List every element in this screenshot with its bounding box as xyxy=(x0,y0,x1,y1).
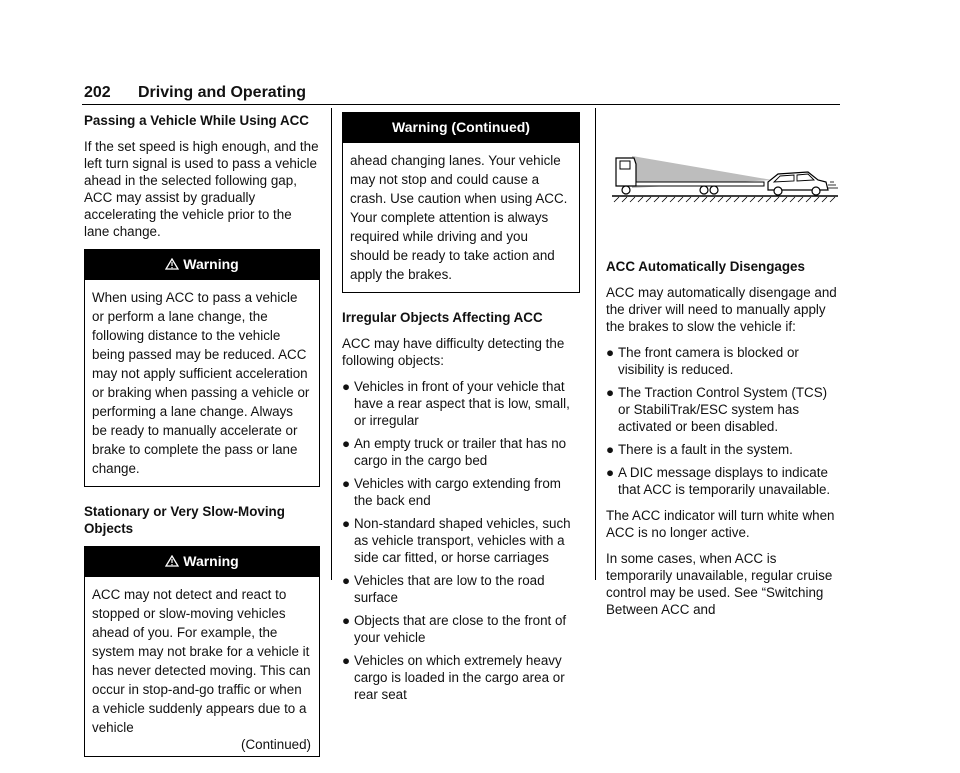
page-header xyxy=(82,80,840,105)
vehicle-transport-illustration xyxy=(612,152,838,204)
section-title: Driving and Operating xyxy=(138,84,307,101)
continued-label: (Continued) xyxy=(241,737,311,752)
warning-title-bar: Warning (Continued) xyxy=(343,113,579,143)
bullet-dot-icon: ● xyxy=(606,345,615,360)
bullet-dot-icon: ● xyxy=(342,436,351,451)
warning-box-stationary xyxy=(84,546,320,757)
warning-text: ahead changing lanes. Your vehicle may not stop and could cause a crash. Use caution when using ACC. Your complete attention is always required while driving and you should be ready to take action and apply the brakes. xyxy=(350,153,568,282)
warning-title: Warning xyxy=(183,256,239,272)
warning-title-bar xyxy=(85,547,319,577)
bullet-dot-icon: ● xyxy=(342,653,351,668)
irregular-objects-list xyxy=(342,378,580,703)
paragraph-irregular-intro: ACC may have difficulty detecting the following objects: xyxy=(342,336,565,368)
warning-triangle-icon xyxy=(165,258,179,270)
paragraph-cruise: In some cases, when ACC is temporarily unavailable, regular cruise control may be used. See “Switching Between ACC and xyxy=(606,551,833,617)
bullet-dot-icon: ● xyxy=(342,613,351,628)
column-right xyxy=(606,258,842,627)
paragraph-disengages-intro: ACC may automatically disengage and the driver will need to manually apply the brakes to slow the vehicle if: xyxy=(606,285,837,334)
page-number: 202 xyxy=(84,84,111,101)
warning-body: ACC may not detect and react to stopped or slow-moving vehicles ahead of you. For example, the system may not brake for a vehicle it has never detected moving. This can occur in stop-and-go traffic or when a vehicle suddenly appears due to a vehicle xyxy=(92,587,311,735)
bullet-dot-icon: ● xyxy=(606,465,615,480)
warning-box-continued xyxy=(342,112,580,293)
column-left xyxy=(84,112,320,773)
bullet-dot-icon: ● xyxy=(342,516,351,531)
heading-passing: Passing a Vehicle While Using ACC xyxy=(84,113,309,128)
list-item: ● The front camera is blocked or visibility is reduced. xyxy=(606,345,799,377)
column-divider xyxy=(595,108,596,580)
heading-disengages: ACC Automatically Disengages xyxy=(606,259,805,274)
heading-stationary: Stationary or Very Slow-Moving Objects xyxy=(84,504,285,536)
list-item: ● The Traction Control System (TCS) or StabiliTrak/ESC system has activated or been disabled. xyxy=(606,385,828,434)
bullet-dot-icon: ● xyxy=(342,476,351,491)
bullet-dot-icon: ● xyxy=(606,442,615,457)
warning-title-bar xyxy=(85,250,319,280)
list-item: ● Vehicles that are low to the road surface xyxy=(342,573,545,605)
bullet-dot-icon: ● xyxy=(342,379,351,394)
bullet-dot-icon: ● xyxy=(342,573,351,588)
list-item: ● Vehicles in front of your vehicle that have a rear aspect that is low, small, or irregular xyxy=(342,379,570,428)
list-item: ● Vehicles with cargo extending from the back end xyxy=(342,476,561,508)
warning-box-passing xyxy=(84,249,320,487)
warning-text xyxy=(85,577,319,756)
paragraph-indicator: The ACC indicator will turn white when ACC is no longer active. xyxy=(606,508,835,540)
disengage-conditions-list xyxy=(606,344,842,498)
list-item: ● Vehicles on which extremely heavy cargo is loaded in the cargo area or rear seat xyxy=(342,653,565,702)
list-item: ● A DIC message displays to indicate that ACC is temporarily unavailable. xyxy=(606,465,831,497)
paragraph-passing: If the set speed is high enough, and the left turn signal is used to pass a vehicle ahead in the selected following gap, ACC may assist by gradually accelerating the vehicle prior to the lane change. xyxy=(84,139,319,239)
list-item: ● An empty truck or trailer that has no cargo in the cargo bed xyxy=(342,436,567,468)
column-divider xyxy=(331,108,332,580)
warning-text: When using ACC to pass a vehicle or perform a lane change, the following distance to the vehicle being passed may be reduced. ACC may not apply sufficient acceleration or braking when passing a vehicle or performing a lane change. Always be ready to manually accelerate or brake to complete the pass or lane change. xyxy=(92,290,310,476)
warning-triangle-icon xyxy=(165,555,179,567)
warning-title: Warning xyxy=(183,553,239,569)
column-middle xyxy=(342,112,580,712)
list-item: ● Non-standard shaped vehicles, such as vehicle transport, vehicles with a side car fitted, or horse carriages xyxy=(342,516,571,565)
heading-irregular: Irregular Objects Affecting ACC xyxy=(342,310,543,325)
list-item: ● Objects that are close to the front of your vehicle xyxy=(342,613,567,645)
bullet-dot-icon: ● xyxy=(606,385,615,400)
list-item: ● There is a fault in the system. xyxy=(606,442,793,457)
